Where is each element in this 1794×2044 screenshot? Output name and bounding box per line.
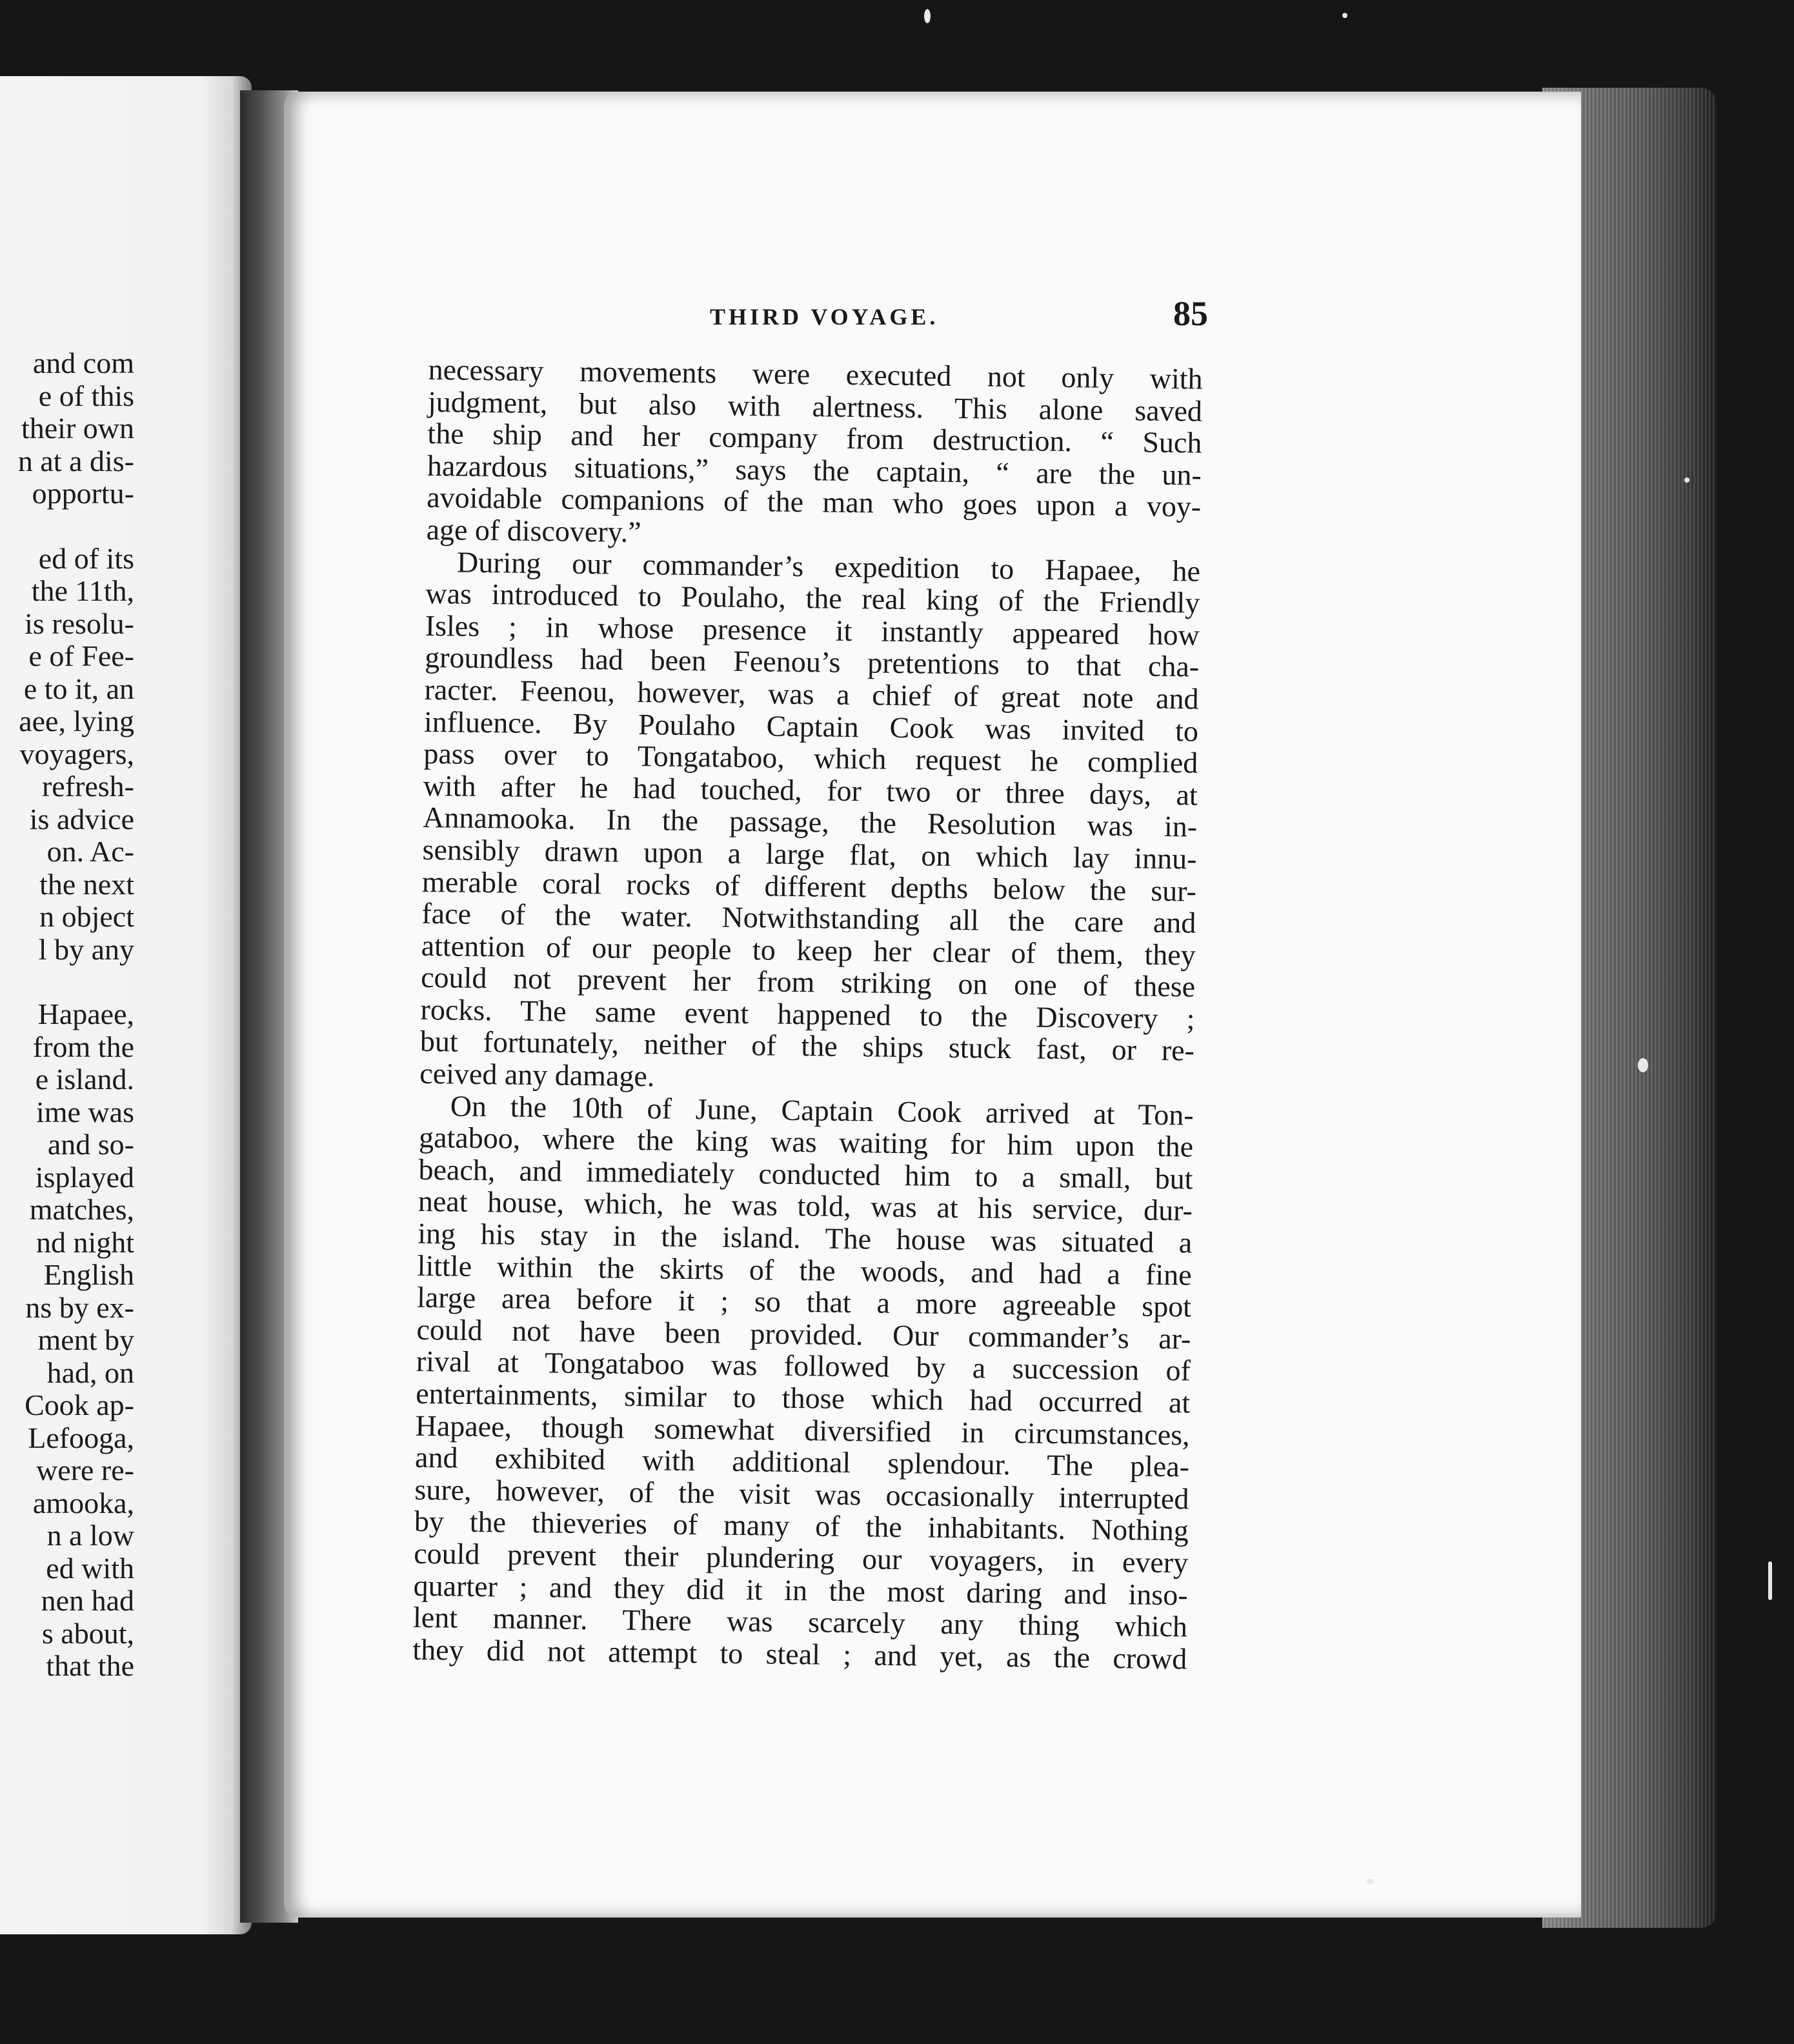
page-number: 85 — [1173, 294, 1208, 333]
text-line: sensibly drawn upon a large flat, on which lay innu- — [422, 832, 1197, 876]
left-page-line: n at a dis- — [17, 444, 134, 477]
left-page-line: ed with — [46, 1551, 134, 1585]
text-line: gataboo, where the king was waiting for him upon the — [418, 1121, 1194, 1163]
text-line: little within the skirts of the woods, and had a fine — [417, 1248, 1192, 1292]
left-page-line: e to it, an — [23, 672, 134, 705]
text-line: attention of our people to keep her clear of them, they — [421, 928, 1196, 972]
text-line: entertainments, similar to those which had occurred at — [416, 1376, 1191, 1419]
text-line: hazardous situations,” says the captain, “ are the un- — [427, 448, 1202, 492]
dust-speck — [1342, 13, 1347, 18]
text-line: quarter ; and they did it in the most daring and inso- — [413, 1568, 1188, 1612]
left-page-text-column — [0, 347, 134, 1683]
text-line: On the 10th of June, Captain Cook arrived at Ton- — [450, 1089, 1194, 1132]
text-line: groundless had been Feenou’s pretentions to that cha- — [424, 641, 1200, 683]
left-page-line: that the — [46, 1649, 134, 1682]
left-page-line: the next — [39, 867, 134, 901]
dust-speck — [924, 9, 931, 23]
left-page-line: Cook ap- — [25, 1388, 134, 1421]
text-line: During our commander’s expedition to Hapaee, he — [456, 545, 1201, 588]
left-page-line: amooka, — [32, 1486, 134, 1519]
text-line: influence. By Poulaho Captain Cook was invited to — [423, 705, 1199, 748]
text-line: avoidable companions of the man who goes upon a voy- — [426, 481, 1202, 524]
left-page-line: n object — [39, 900, 134, 933]
left-page-line: nen had — [41, 1584, 134, 1617]
left-page-line: s about, — [41, 1616, 134, 1650]
text-line: ceived any damage. — [419, 1056, 655, 1093]
text-line: beach, and immediately conducted him to a small, but — [418, 1152, 1193, 1196]
left-page-line: e island. — [35, 1063, 134, 1096]
dust-speck — [1638, 1058, 1648, 1072]
left-page-line: ment by — [37, 1323, 134, 1356]
text-line: Annamooka. In the passage, the Resolution was in- — [422, 801, 1198, 843]
running-head: THIRD VOYAGE. — [710, 304, 939, 330]
paragraph-gap — [0, 510, 134, 543]
left-page-line: ime was — [35, 1095, 134, 1128]
left-page-line: English — [43, 1258, 134, 1291]
left-page-line: and so- — [47, 1128, 134, 1161]
text-line: necessary movements were executed not only with — [428, 353, 1203, 396]
left-page-line: from the — [32, 1030, 134, 1063]
left-page-line: is resolu- — [25, 606, 134, 640]
left-page-line: ns by ex- — [25, 1290, 134, 1324]
left-page-line: on. Ac- — [46, 835, 134, 868]
left-page-line: Lefooga, — [28, 1421, 134, 1454]
text-line: could not prevent her from striking on one of these — [420, 961, 1196, 1003]
text-line: Hapaee, though somewhat diversified in circumstances, — [415, 1408, 1190, 1452]
text-line: judgment, but also with alertness. This alone saved — [427, 385, 1203, 428]
left-page-line: matches, — [29, 1193, 134, 1226]
text-line: ing his stay in the island. The house was situated a — [418, 1216, 1193, 1259]
left-page-line: nd night — [35, 1225, 134, 1259]
text-line: was introduced to Poulaho, the real king of the Friendly — [425, 577, 1200, 619]
body-text — [412, 354, 1203, 1675]
left-page-line: voyagers, — [19, 737, 134, 770]
left-page-line: isplayed — [35, 1160, 134, 1194]
left-page-line: e of Fee- — [28, 639, 134, 672]
text-line: the ship and her company from destruction. “ Such — [427, 417, 1202, 459]
text-line: pass over to Tongataboo, which request he complied — [423, 737, 1198, 779]
dust-speck — [1367, 1879, 1375, 1884]
left-page-line: n a low — [46, 1519, 134, 1552]
text-line: with after he had touched, for two or three days, at — [423, 768, 1198, 812]
dust-speck — [1768, 1561, 1772, 1600]
left-page-line: opportu- — [32, 477, 134, 510]
dust-speck — [1684, 477, 1689, 483]
left-page-line: the 11th, — [31, 574, 134, 607]
text-line: rival at Tongataboo was followed by a succession of — [416, 1345, 1191, 1387]
text-line: large area before it ; so that a more agreeable spot — [416, 1281, 1192, 1323]
left-page-line: their own — [21, 412, 134, 445]
left-page-line: is advice — [29, 802, 134, 836]
text-line: face of the water. Notwithstanding all the care and — [421, 897, 1196, 939]
text-line: lent manner. There was scarcely any thing which — [412, 1601, 1188, 1643]
left-page-line: ed of its — [38, 541, 134, 575]
left-page-line: and com — [32, 346, 134, 379]
text-line: and exhibited with additional splendour. The plea- — [414, 1441, 1190, 1483]
text-line: rocks. The same event happened to the Discovery ; — [420, 992, 1195, 1036]
text-line: merable coral rocks of different depths below the sur- — [421, 865, 1197, 908]
text-line: could prevent their plundering our voyagers, in every — [413, 1536, 1189, 1579]
text-line: could not have been provided. Our commander’s ar- — [416, 1312, 1191, 1356]
text-line: they did not attempt to steal ; and yet, as the crowd — [412, 1632, 1187, 1676]
text-line: Isles ; in whose presence it instantly appeared how — [425, 608, 1200, 652]
text-line: age of discovery.” — [426, 512, 641, 549]
left-page-line: Hapaee, — [37, 997, 134, 1030]
text-line: neat house, which, he was told, was at his service, dur- — [418, 1185, 1193, 1227]
left-page — [0, 76, 252, 1934]
left-page-line: were re- — [36, 1454, 134, 1487]
left-page-line: aee, lying — [19, 705, 134, 737]
left-page-line: had, on — [46, 1356, 134, 1389]
paragraph-gap — [0, 966, 134, 998]
left-page-line: refresh- — [41, 770, 134, 803]
left-page-line: e of this — [38, 379, 134, 412]
text-line: but fortunately, neither of the ships stuck fast, or re- — [419, 1025, 1195, 1068]
text-line: racter. Feenou, however, was a chief of great note and — [424, 672, 1199, 716]
text-line: sure, however, of the visit was occasionally interrupted — [414, 1472, 1189, 1516]
text-line: by the thieveries of many of the inhabitants. Nothing — [414, 1505, 1189, 1547]
left-page-line: l by any — [38, 932, 134, 966]
